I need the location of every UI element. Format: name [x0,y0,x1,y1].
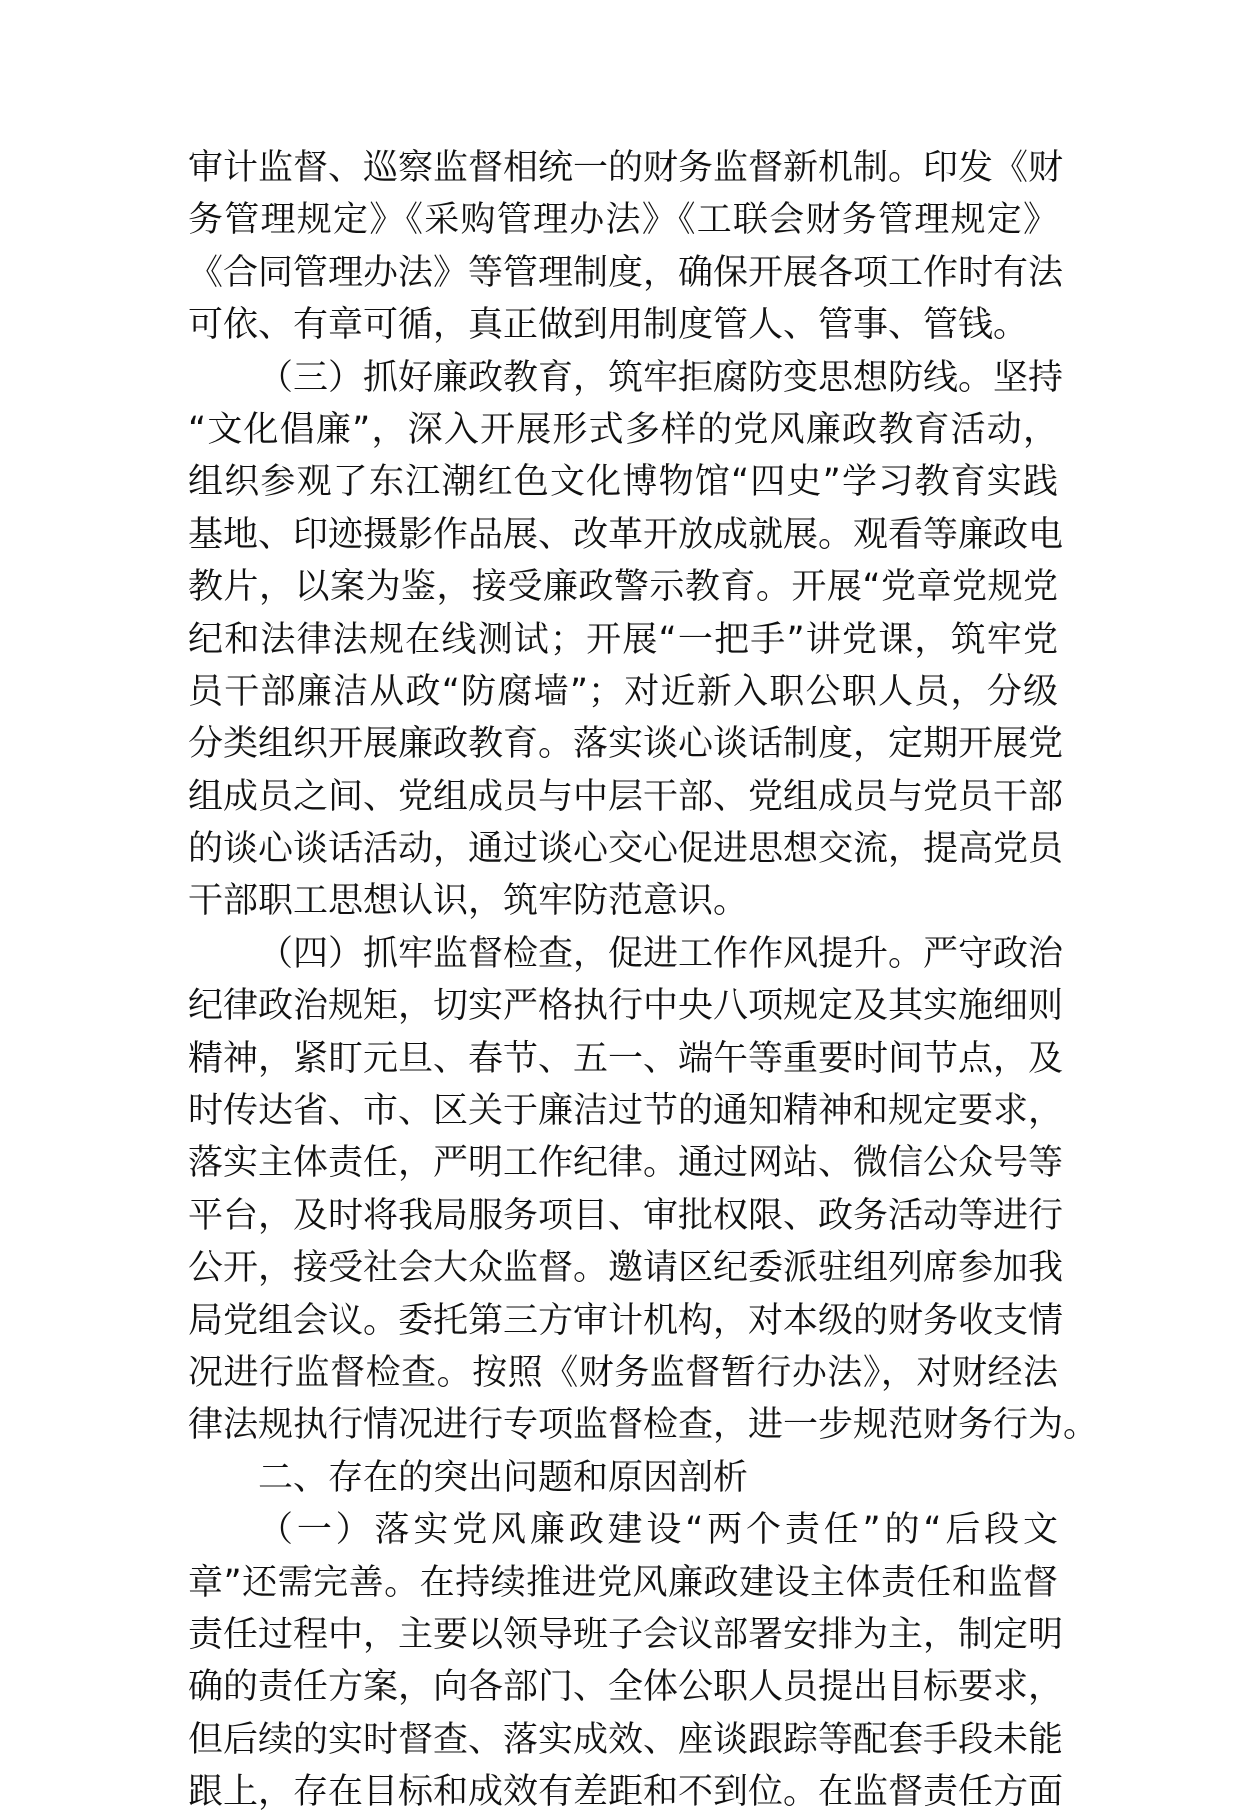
text-line: 确的责任方案，向各部门、全体公职人员提出目标要求， [188,1667,1064,1708]
text-line: “文化倡廉”，深入开展形式多样的党风廉政教育活动， [188,409,1058,450]
text-line: 况进行监督检查。按照《财务监督暂行办法》，对财经法 [188,1352,1058,1393]
text-line: 责任过程中，主要以领导班子会议部署安排为主，制定明 [188,1614,1064,1655]
text-line: 的谈心谈话活动，通过谈心交心促进思想交流，提高党员 [188,829,1064,870]
text-line: 纪律政治规矩，切实严格执行中央八项规定及其实施细则 [188,986,1064,1027]
text-line: 公开，接受社会大众监督。邀请区纪委派驻组列席参加我 [188,1248,1064,1289]
text-line: 教片，以案为鉴，接受廉政警示教育。开展“党章党规党 [188,567,1058,608]
text-line: 组成员之间、党组成员与中层干部、党组成员与党员干部 [188,776,1064,817]
text-line: 员干部廉洁从政“防腐墙”；对近新入职公职人员，分级 [188,671,1058,712]
text-line: 审计监督、巡察监督相统一的财务监督新机制。印发《财 [188,148,1064,188]
text-line: 局党组会议。委托第三方审计机构，对本级的财务收支情 [188,1300,1064,1341]
paragraph [188,928,1099,1452]
text-line: 务管理规定》《采购管理办法》《工联会财务管理规定》 [188,200,1058,241]
text-line: 可依、有章可循，真正做到用制度管人、管事、管钱。 [188,305,1029,346]
document-body [188,142,1099,1819]
text-line: 《合同管理办法》等管理制度，确保开展各项工作时有法 [188,252,1064,293]
text-line: （四）抓牢监督检查，促进工作作风提升。严守政治 [258,933,1064,974]
text-line: 跟上，存在目标和成效有差距和不到位。在监督责任方面 [188,1772,1064,1813]
section-heading [188,1452,1058,1504]
text-line: （三）抓好廉政教育，筑牢拒腐防变思想防线。坚持 [258,357,1064,398]
paragraph [188,142,1064,352]
text-line: 落实主体责任，严明工作纪律。通过网站、微信公众号等 [188,1143,1064,1184]
paragraph [188,352,1064,928]
text-line: 纪和法律法规在线测试；开展“一把手”讲党课，筑牢党 [188,619,1058,660]
text-line: 平台，及时将我局服务项目、审批权限、政务活动等进行 [188,1195,1064,1236]
text-line: 时传达省、市、区关于廉洁过节的通知精神和规定要求， [188,1091,1064,1132]
paragraph [188,1504,1064,1818]
text-line: 基地、印迹摄影作品展、改革开放成就展。观看等廉政电 [188,514,1064,555]
text-line: 干部职工思想认识，筑牢防范意识。 [188,881,749,922]
text-line: 组织参观了东江潮红色文化博物馆“四史”学习教育实践 [188,462,1058,503]
text-line: 二、存在的突出问题和原因剖析 [258,1457,749,1498]
text-line: 精神，紧盯元旦、春节、五一、端午等重要时间节点，及 [188,1038,1064,1079]
text-line: （一）落实党风廉政建设“两个责任”的“后段文 [258,1510,1058,1551]
text-line: 章”还需完善。在持续推进党风廉政建设主体责任和监督 [188,1562,1058,1603]
text-line: 但后续的实时督查、落实成效、座谈跟踪等配套手段未能 [188,1719,1064,1760]
text-line: 分类组织开展廉政教育。落实谈心谈话制度，定期开展党 [188,724,1064,765]
text-line: 律法规执行情况进行专项监督检查，进一步规范财务行为。 [188,1405,1099,1446]
